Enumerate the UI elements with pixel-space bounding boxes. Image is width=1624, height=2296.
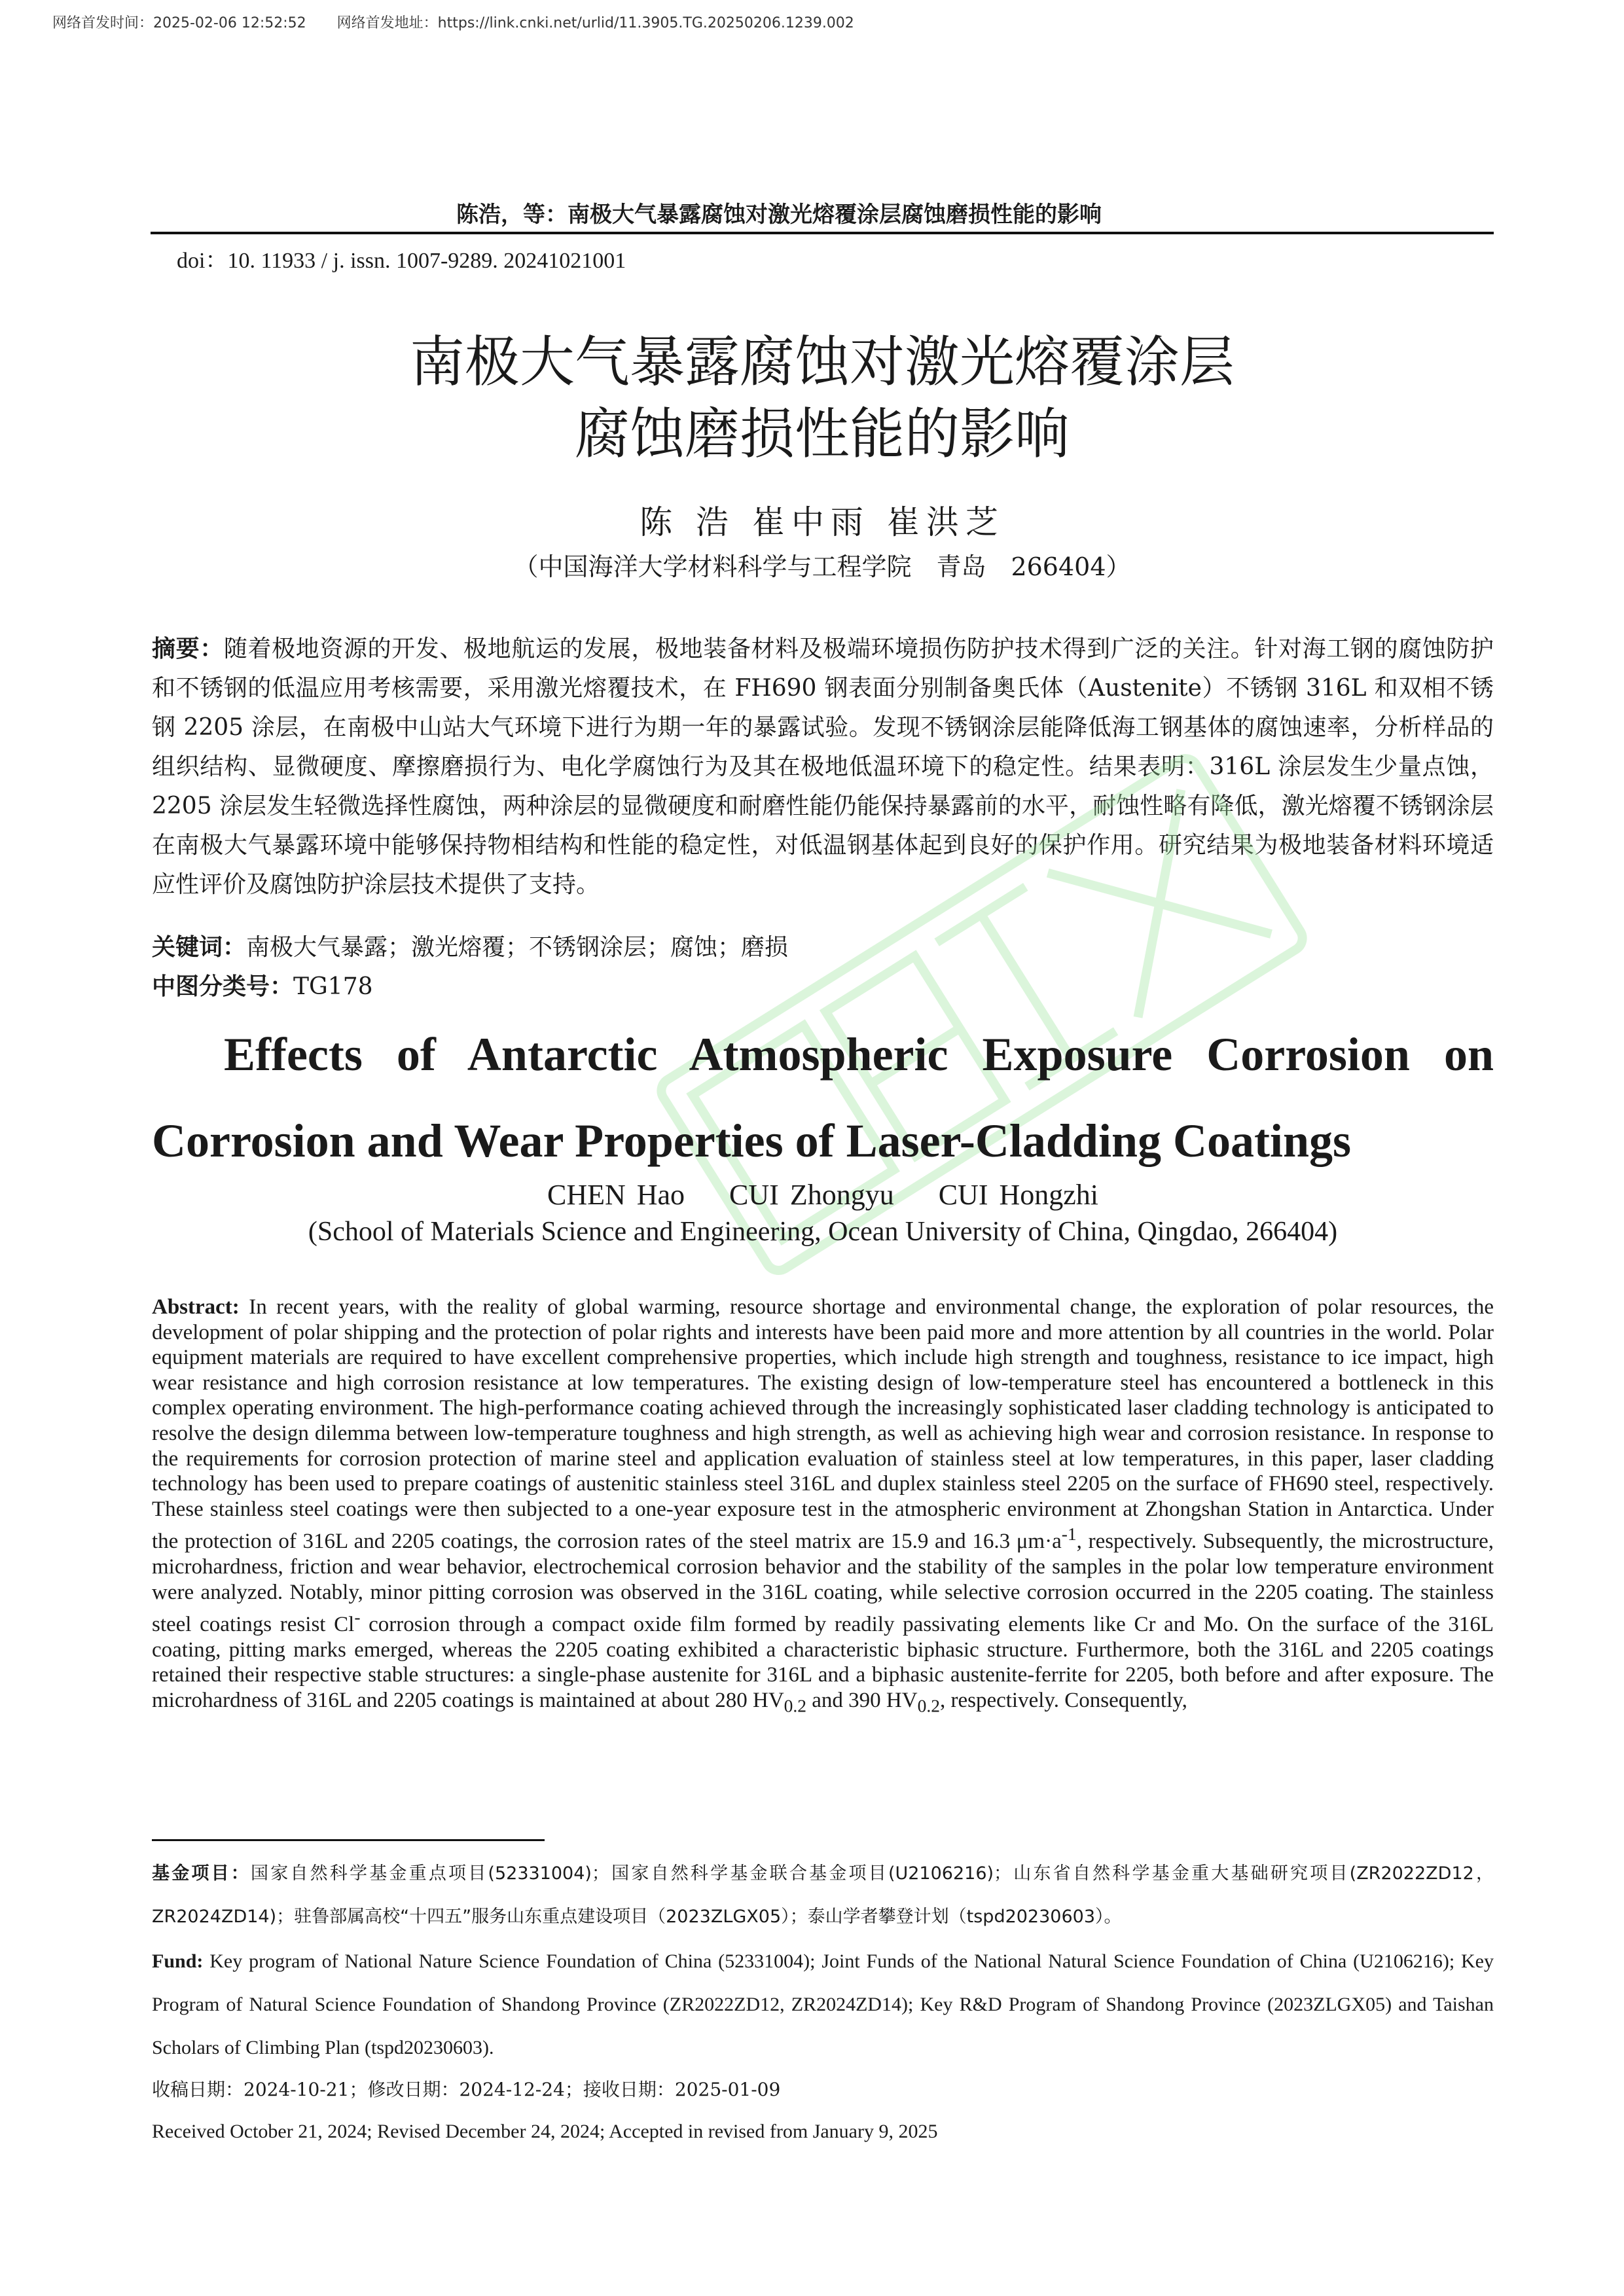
cn-authors: 陈 浩 崔中雨 崔洪芝 bbox=[640, 503, 1005, 541]
doi[interactable]: doi：10. 11933 / j. issn. 1007-9289. 20241021001 bbox=[177, 249, 626, 273]
fund-en-text: Key program of National Nature Science Foundation of China (52331004); Joint Funds of the National Natural Science Foundation of China (U2106216); Key Program of Natural Science Foundation of Shandong Province (ZR2022ZD12, ZR2024ZD14); Key R&D Program of Shandong Province (2023ZLGX05) and Taishan Scholars of Climbing Plan (tspd20230603). bbox=[152, 1950, 1494, 2058]
en-abstract bbox=[152, 1295, 1494, 1719]
fund-en-label: Fund: bbox=[152, 1950, 204, 1972]
fund-cn bbox=[152, 1852, 1494, 1939]
cn-clc bbox=[152, 967, 1494, 1007]
en-abstract-part5: , respectively. Consequently, bbox=[939, 1688, 1187, 1712]
en-abstract-label: Abstract: bbox=[152, 1295, 240, 1319]
received-dates-en: Received October 21, 2024; Revised December 24, 2024; Accepted in revised from January 9, 2025 bbox=[152, 2121, 938, 2142]
en-abstract-part3: corrosion through a compact oxide film formed by readily passivating elements like Cr and Mo. On the surface of the 316L coating, pitting marks emerged, whereas the 2205 coating exhibited a characteristic biphasic structure. Furthermore, both the 316L and 2205 coatings retained their respective stable structures: a single-phase austenite for 316L and a biphasic austenite-ferrite for 2205, both before and after exposure. The microhardness of 316L and 2205 coatings is maintained at about 280 HV bbox=[152, 1613, 1494, 1712]
en-title bbox=[152, 1011, 1494, 1184]
en-abstract-part2: , respectively. Subsequently, the microstructure, microhardness, friction and wear behavior, electrochemical corrosion behavior and the stability of the samples in the polar low temperature environment were analyzed. Notably, minor pitting corrosion was observed in the 316L coating, while selective corrosion occurred in the 2205 coating. The stainless steel coatings resist Cl bbox=[152, 1530, 1494, 1637]
online-publish-info bbox=[52, 12, 880, 32]
en-abstract-sub1: 0.2 bbox=[784, 1695, 807, 1716]
publish-time: 网络首发时间：2025-02-06 12:52:52 bbox=[52, 15, 306, 31]
en-authors: CHEN Hao CUI Zhongyu CUI Hongzhi bbox=[547, 1179, 1099, 1211]
cn-keywords bbox=[152, 928, 1494, 967]
cn-title-line1: 南极大气暴露腐蚀对激光熔覆涂层 bbox=[409, 330, 1235, 394]
received-dates-cn: 收稿日期：2024-10-21；修改日期：2024-12-24；接收日期：2025-01-09 bbox=[152, 2079, 781, 2100]
cn-abstract bbox=[152, 630, 1494, 905]
en-affiliation: (School of Materials Science and Engineering, Ocean University of China, Qingdao, 266404) bbox=[308, 1217, 1338, 1247]
fund-cn-text: 国家自然科学基金重点项目(52331004)；国家自然科学基金联合基金项目(U2106216)；山东省自然科学基金重大基础研究项目(ZR2022ZD12，ZR2024ZD14)；驻鲁部属高校“十四五”服务山东重点建设项目（2023ZLGX05）；泰山学者攀登计划（tspd20230603）。 bbox=[152, 1863, 1494, 1927]
cn-affiliation: （中国海洋大学材料科学与工程学院 青岛 266404） bbox=[513, 552, 1131, 581]
cn-clc-label: 中图分类号： bbox=[152, 973, 294, 1000]
running-head: 陈浩，等：南极大气暴露腐蚀对激光熔覆涂层腐蚀磨损性能的影响 bbox=[456, 202, 1102, 228]
en-title-line2: Corrosion and Wear Properties of Laser-Cladding Coatings bbox=[152, 1115, 1352, 1167]
fund-en bbox=[152, 1940, 1494, 2070]
cn-keywords-text: 南极大气暴露；激光熔覆；不锈钢涂层；腐蚀；磨损 bbox=[246, 934, 789, 961]
en-abstract-sup2: - bbox=[354, 1607, 361, 1628]
cn-title bbox=[151, 326, 1494, 470]
footnote-rule bbox=[152, 1839, 545, 1841]
cn-abstract-text: 随着极地资源的开发、极地航运的发展，极地装备材料及极端环境损伤防护技术得到广泛的关注。针对海工钢的腐蚀防护和不锈钢的低温应用考核需要，采用激光熔覆技术，在 FH690 钢表面分别制备奥氏体（Austenite）不锈钢 316L 和双相不锈钢 2205 涂层，在南极中山站大气环境下进行为期一年的暴露试验。发现不锈钢涂层能降低海工钢基体的腐蚀速率，分析样品的组织结构、显微硬度、摩擦磨损行为、电化学腐蚀行为及其在极地低温环境下的稳定性。结果表明：316L 涂层发生少量点蚀，2205 涂层发生轻微选择性腐蚀，两种涂层的显微硬度和耐磨性能仍能保持暴露前的水平，耐蚀性略有降低，激光熔覆不锈钢涂层在南极大气暴露环境中能够保持物相结构和性能的稳定性，对低温钢基体起到良好的保护作用。研究结果为极地装备材料环境适应性评价及腐蚀防护涂层技术提供了支持。 bbox=[152, 636, 1494, 898]
running-head-rule bbox=[151, 232, 1494, 234]
cn-abstract-label: 摘要： bbox=[152, 636, 224, 662]
en-abstract-sub2: 0.2 bbox=[917, 1695, 940, 1716]
publish-url[interactable]: 网络首发地址：https://link.cnki.net/urlid/11.3905.TG.20250206.1239.002 bbox=[336, 15, 854, 31]
en-abstract-sup1: -1 bbox=[1061, 1524, 1077, 1545]
en-abstract-part4: and 390 HV bbox=[806, 1688, 918, 1712]
cn-title-line2: 腐蚀磨损性能的影响 bbox=[574, 402, 1070, 466]
en-title-line1: Effects of Antarctic Atmospheric Exposure Corrosion on bbox=[224, 1028, 1494, 1081]
en-abstract-part1: In recent years, with the reality of global warming, resource shortage and environmental change, the exploration of polar resources, the development of polar shipping and the protection of polar rights and interests have been paid more and more attention by all countries in the world. Polar equipment materials are required to have excellent comprehensive properties, which include high strength and toughness, resistance to ice impact, high wear resistance and high corrosion resistance at low temperatures. The existing design of low-temperature steel has encountered a bottleneck in this complex operating environment. The high-performance coating achieved through the increasingly sophisticated laser cladding technology is anticipated to resolve the design dilemma between low-temperature toughness and high strength, as well as achieving high wear and corrosion resistance. In response to the requirements for corrosion protection of marine steel and application evaluation of stainless steel at low temperatures, in this paper, laser cladding technology has been used to prepare coatings of austenitic stainless steel 316L and duplex stainless steel 2205 on the surface of FH690 steel, respectively. These stainless steel coatings were then subjected to a one-year exposure test in the atmospheric environment at Zhongshan Station in Antarctica. Under the protection of 316L and 2205 coatings, the corrosion rates of the steel matrix are 15.9 and 16.3 μm·a bbox=[152, 1295, 1494, 1554]
fund-cn-label: 基金项目： bbox=[152, 1863, 251, 1884]
cn-keywords-label: 关键词： bbox=[152, 934, 247, 961]
cn-clc-text: TG178 bbox=[293, 973, 373, 1000]
